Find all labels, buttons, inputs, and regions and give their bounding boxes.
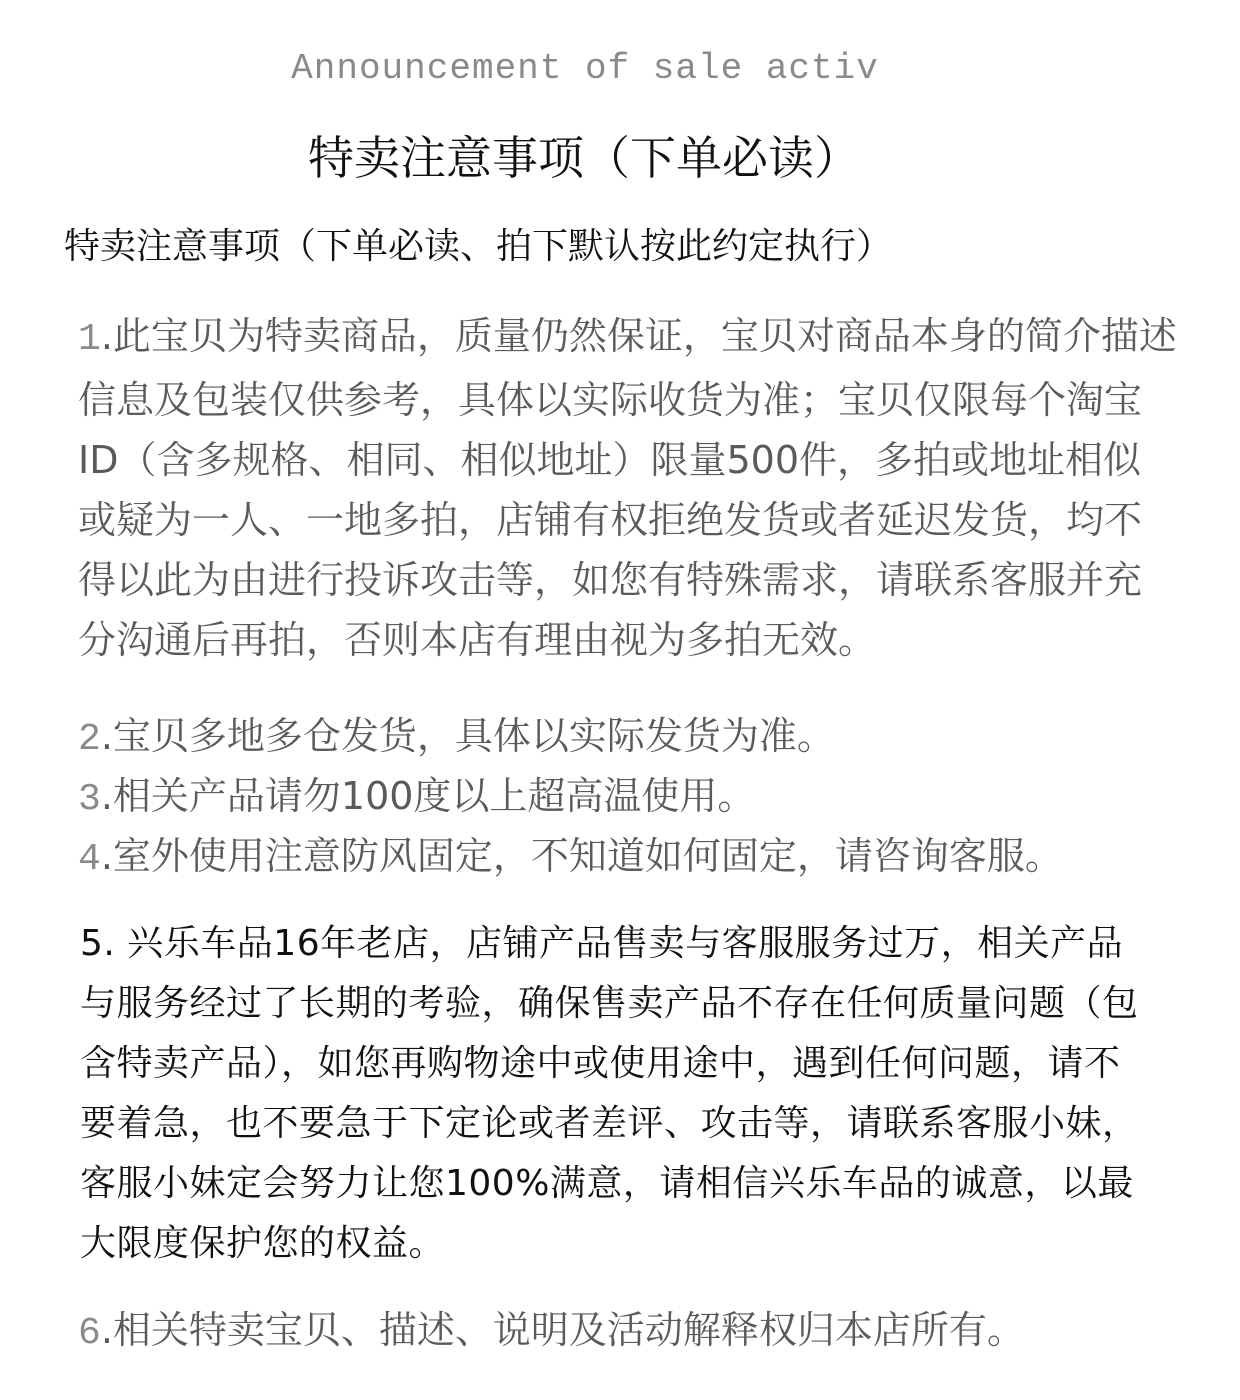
notice-item-6 [78, 1300, 1178, 1364]
item-number: 6 [78, 1312, 101, 1355]
item-text: .相关特卖宝贝、描述、说明及活动解释权归本店所有。 [100, 1308, 1025, 1352]
item-text: .宝贝多地多仓发货，具体以实际发货为准。 [100, 714, 835, 758]
notice-heading: 特卖注意事项（下单必读、拍下默认按此约定执行） [64, 226, 893, 267]
notice-item-3 [78, 766, 1178, 830]
notice-item-2 [78, 706, 1178, 770]
item-number: 1 [78, 318, 101, 361]
item-number: 3 [78, 778, 101, 821]
item-text: .此宝贝为特卖商品，质量仍然保证，宝贝对商品本身的简介描述信息及包装仅供参考，具体以实际收货为准；宝贝仅限每个淘宝ID（含多规格、相同、相似地址）限量500件，多拍或地址相似或疑为一人、一地多拍，店铺有权拒绝发货或者延迟发货，均不得以此为由进行投诉攻击等，如您有特殊需求，请联系客服并充分沟通后再拍，否则本店有理由视为多拍无效。 [78, 314, 1177, 662]
page-title: 特卖注意事项（下单必读） [308, 131, 860, 185]
notice-item-4 [78, 826, 1178, 890]
notice-item-5: 5. 兴乐车品16年老店，店铺产品售卖与客服服务过万，相关产品与服务经过了长期的考验，确保售卖产品不存在任何质量问题（包含特卖产品），如您再购物途中或使用途中，遇到任何问题，请不要着急，也不要急于下定论或者差评、攻击等，请联系客服小妹，客服小妹定会努力让您100%满意，请相信兴乐车品的诚意，以最大限度保护您的权益。 [80, 923, 1139, 1264]
item-number: 2 [78, 718, 101, 761]
item-number: 4 [78, 838, 101, 881]
notice-item-1 [78, 306, 1178, 670]
item-text: .室外使用注意防风固定，不知道如何固定，请咨询客服。 [100, 834, 1063, 878]
item-text: .相关产品请勿100度以上超高温使用。 [100, 774, 756, 818]
english-title: Announcement of sale activ [291, 48, 879, 89]
